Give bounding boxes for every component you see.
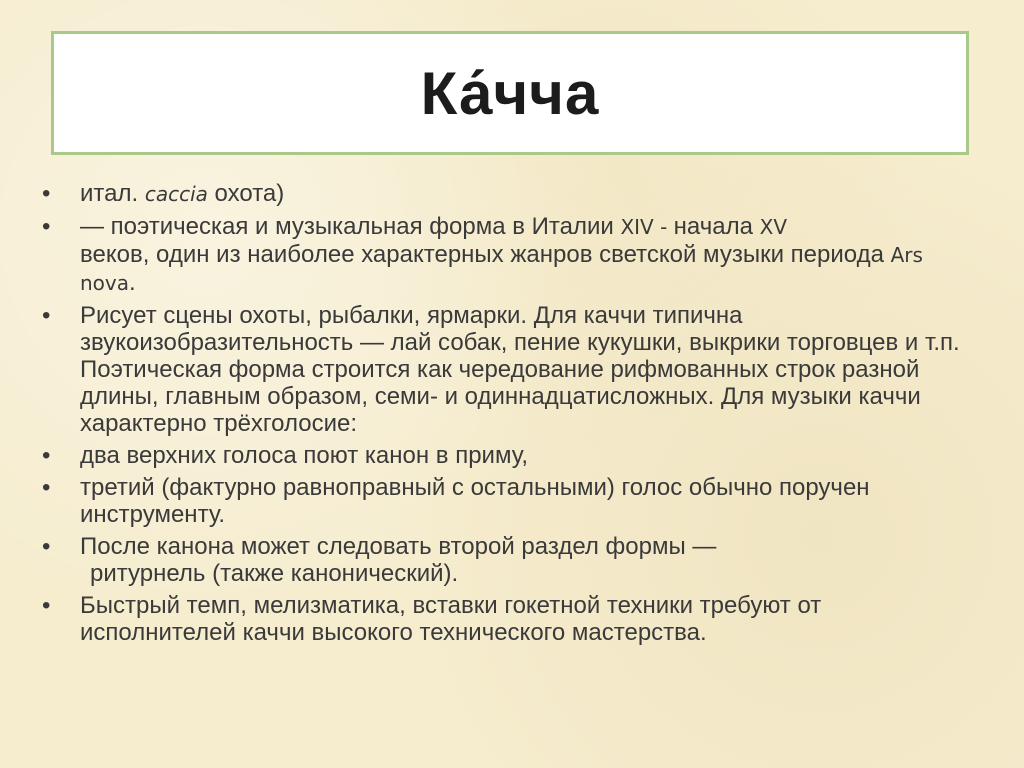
bullet-icon: • bbox=[42, 533, 51, 560]
latin-term: Ars nova bbox=[80, 243, 923, 295]
list-item bbox=[40, 592, 980, 646]
list-item bbox=[40, 180, 980, 208]
item-text: два верхних голоса поют канон в приму, bbox=[80, 442, 528, 469]
item-text: ритурнель (также канонический). bbox=[90, 560, 459, 587]
item-text: итал. bbox=[80, 180, 145, 207]
bullet-icon: • bbox=[42, 302, 51, 329]
title-box bbox=[51, 31, 969, 155]
item-text: После канона может следовать второй раздел формы — bbox=[80, 533, 717, 560]
bullet-icon: • bbox=[42, 213, 51, 240]
item-text: начала bbox=[673, 213, 760, 240]
list-item bbox=[40, 302, 980, 437]
list-item bbox=[40, 213, 980, 297]
item-text: Быстрый темп, мелизматика, вставки гокетной техники требуют от исполнителей каччи высокого технического мастерства. bbox=[80, 592, 822, 646]
item-text: . bbox=[129, 269, 136, 296]
bullet-icon: • bbox=[42, 474, 51, 501]
bullet-list bbox=[40, 180, 980, 651]
latin-term: caccia bbox=[144, 182, 208, 206]
bullet-icon: • bbox=[42, 180, 51, 207]
item-text: — поэтическая и музыкальная форма в Италии bbox=[80, 213, 621, 240]
latin-term: XIV - bbox=[620, 215, 674, 239]
item-text: третий (фактурно равноправный с остальными) голос обычно поручен инструменту. bbox=[80, 474, 870, 528]
list-item bbox=[40, 442, 980, 469]
item-text: веков, один из наиболее характерных жанров светской музыки периода bbox=[80, 241, 891, 268]
bullet-icon: • bbox=[42, 592, 51, 619]
slide-title: Ка́чча bbox=[420, 59, 600, 127]
list-item bbox=[40, 533, 980, 587]
item-text: охота) bbox=[207, 180, 285, 207]
list-item bbox=[40, 474, 980, 528]
latin-term: XV bbox=[759, 215, 788, 239]
item-text: Рисует сцены охоты, рыбалки, ярмарки. Для каччи типична звукоизобразительность — лай собак, пение кукушки, выкрики торговцев и т.п. Поэтическая форма строится как чередование рифмованных строк разной длины, главным образом, семи- и одиннадцатисложных. Для музыки каччи характерно трёхголосие: bbox=[80, 302, 960, 437]
bullet-icon: • bbox=[42, 442, 51, 469]
